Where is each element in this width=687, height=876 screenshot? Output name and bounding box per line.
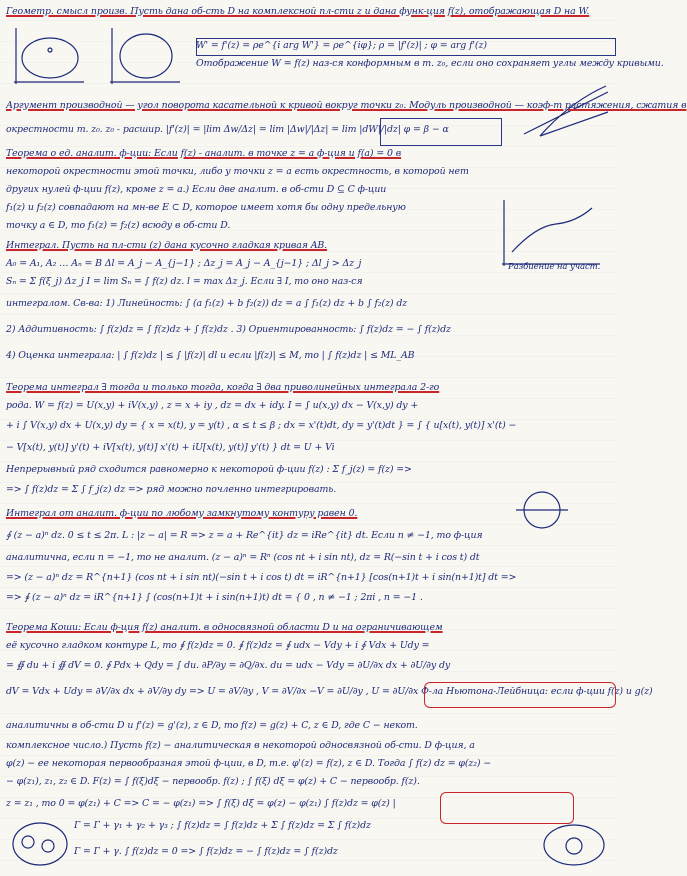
note-line-27: => ∮ (z − a)ⁿ dz = iR^{n+1} ∫ (cos(n+1)t + i sin(n+1)t) dt = { 0 , n ≠ −1 ; 2πi , n = −1 .	[6, 592, 423, 603]
sketch-multiply-connected-left	[10, 820, 70, 868]
note-line-1: Геометр. смысл произв. Пусть дана об-сть D на комплексной пл-сти z и дана функ-ция f(z), отображающая D на W.	[6, 6, 590, 17]
note-line-13: Sₙ = Σ f(ξ_j) Δz_j I = lim Sₙ = ∫ f(z) dz. l = max Δz_j. Если ∃ I, то оно наз-ся	[6, 276, 363, 287]
note-line-18: рода. W = f(z) = U(x,y) + iV(x,y) , z = x + iy , dz = dx + idy. I = ∫ u(x,y) dx − V(x,y) dy +	[6, 400, 419, 411]
note-line-23: Интеграл от аналит. ф-ции по любому замкнутому контуру равен 0.	[6, 508, 358, 519]
note-line-10: точку a ∈ D, то f₁(z) = f₂(z) всюду в об-сти D.	[6, 220, 231, 231]
note-line-26: => (z − a)ⁿ dz = R^{n+1} (cos nt + i sin nt)(−sin t + i cos t) dt = iR^{n+1} [cos(n+1)t + i sin(n+1)t] dt =>	[6, 572, 517, 583]
formula-frame-derivative	[196, 38, 616, 56]
note-line-28: Теорема Коши: Если ф-ция f(z) аналит. в односвязной области D и на ограничивающем	[6, 622, 443, 633]
note-line-8: других нулей ф-ции f(z), кроме z = a.) Если две аналит. в об-сти D ⊆ C ф-ции	[6, 184, 387, 195]
sketch-domain-z	[8, 24, 88, 86]
note-line-3: Отображение W = f(z) наз-ся конформным в т. z₀, если оно сохраняет углы между кривыми.	[196, 58, 664, 69]
note-line-17: Теорема интеграл ∃ тогда и только тогда, когда ∃ два приволинейных интеграла 2-го	[6, 382, 440, 393]
note-line-25: аналитична, если n = −1, то не аналит. (z − a)ⁿ = Rⁿ (cos nt + i sin nt), dz = R(−sin t + i cos t) dt	[6, 552, 480, 563]
note-line-4: Аргумент производной — угол поворота касательной к кривой вокруг точки z₀. Модуль производной — коэф-т растяжения, сжатия в	[6, 100, 687, 111]
note-line-15: 2) Аддитивность: ∫ f(z)dz = ∫ f(z)dz + ∫ f(z)dz . 3) Ориентированность: ∫ f(z)dz = − ∫ f(z)dz	[6, 324, 451, 335]
formula-frame-modulus	[380, 118, 502, 146]
integral-result-box	[440, 792, 574, 824]
note-line-34: φ(z) − ее некоторая первообразная этой ф-ции, в D, т.е. φ'(z) = f(z), z ∈ D. Тогда ∫ f(z) dz = φ(z₂) −	[6, 758, 492, 769]
note-line-22: => ∫ f(z)dz = Σ ∫ f_j(z) dz => ряд можно почленно интегрировать.	[6, 484, 337, 495]
note-line-11: Интеграл. Пусть на пл-сти (z) дана кусочно гладкая кривая AB.	[6, 240, 328, 251]
note-line-37: Г = Г + γ₁ + γ₂ + γ₃ ; ∫ f(z)dz = ∫ f(z)dz + Σ ∫ f(z)dz = Σ ∫ f(z)dz	[74, 820, 371, 831]
note-line-36: z = z₁ , то 0 = φ(z₁) + C => C = − φ(z₁) => ∫ f(ξ) dξ = φ(z) − φ(z₁) ∫ f(z)dz = φ(z) |	[6, 798, 396, 809]
note-line-24: ∮ (z − a)ⁿ dz. 0 ≤ t ≤ 2π. L : |z − a| = R => z = a + Re^{it} dz = iRe^{it} dt. Если n ≠ −1, то ф-ция	[6, 530, 483, 541]
note-line-35: − φ(z₁), z₁, z₂ ∈ D. F(z) = ∫ f(ξ)dξ − первообр. f(z) ; ∫ f(ξ) dξ = φ(z) + C − первообр. f(z).	[6, 776, 420, 787]
note-line-2: W' = f'(z) = ρe^{i arg W'} = ρe^{iφ}; ρ = |f'(z)| ; φ = arg f'(z)	[196, 40, 487, 51]
newton-leibniz-box	[424, 682, 616, 708]
note-line-9: f₁(z) и f₂(z) совпадают на мн-ве E ⊂ D, которое имеет хотя бы одну предельную	[6, 202, 406, 213]
margin-note-partition: Разбиение на участ.	[508, 262, 601, 272]
note-line-5: окрестности т. z₀. z₀ - расшир. |f'(z)| = |lim Δw/Δz| = lim |Δw|/|Δz| = lim |dW|/|dz| φ = β − α	[6, 124, 449, 135]
note-line-7: некоторой окрестности этой точки, либо у точки z = a есть окрестность, в которой нет	[6, 166, 469, 177]
note-line-30: = ∯ du + i ∯ dV = 0. ∮ Pdx + Qdy = ∫ du. ∂P/∂y = ∂Q/∂x. du = udx − Vdy = ∂U/∂x dx + ∂U/∂y dy	[6, 660, 451, 671]
note-line-16: 4) Оценка интеграла: | ∫ f(z)dz | ≤ ∫ |f(z)| dl и если |f(z)| ≤ M, то | ∫ f(z)dz | ≤ ML_AB	[6, 350, 415, 361]
sketch-multiply-connected-right	[540, 822, 608, 868]
note-line-12: A₀ = A₁, A₂ … Aₙ = B Δl = A_j − A_{j−1} ; Δz_j = A_j − A_{j−1} ; Δl_j > Δz_j	[6, 258, 362, 269]
note-line-14: интегралом. Св-ва: 1) Линейность: ∫ (a f₁(z) + b f₂(z)) dz = a ∫ f₁(z) dz + b ∫ f₂(z) dz	[6, 298, 408, 309]
note-line-31: dV = Vdx + Udy = ∂V/∂x dx + ∂V/∂y dy => U = ∂V/∂y , V = ∂V/∂x −V = ∂U/∂y , U = ∂U/∂x Ф-ла Ньютона-Лейбница: если ф-ции f(z) и g(z)	[6, 686, 653, 697]
note-line-6: Теорема о ед. аналит. ф-ции: Если f(z) - аналит. в точке z = a ф-ция и f(a) = 0 в	[6, 148, 402, 159]
note-line-29: её кусочно гладком контуре L, то ∮ f(z)dz = 0. ∮ f(z)dz = ∮ udx − Vdy + i ∮ Vdx + Udy =	[6, 640, 430, 651]
note-line-38: Г = Г + γ. ∫ f(z)dz = 0 => ∫ f(z)dz = − ∫ f(z)dz = ∫ f(z)dz	[74, 846, 338, 857]
note-line-19: + i ∫ V(x,y) dx + U(x,y) dy = { x = x(t), y = y(t) , α ≤ t ≤ β ; dx = x'(t)dt, dy = y'(t)dt } = ∫ { u[x(t), y(t)] x'(t) −	[6, 420, 517, 431]
note-line-33: комплексное число.) Пусть f(z) − аналитическая в некоторой односвязной об-сти. D ф-ция, а	[6, 740, 475, 751]
note-line-32: аналитичны в об-сти D и f'(z) = g'(z), z ∈ D, то f(z) = g(z) + C, z ∈ D, где C − некот.	[6, 720, 418, 731]
note-line-21: Непрерывный ряд сходится равномерно к некоторой ф-ции f(z) : Σ f_j(z) = f(z) =>	[6, 464, 412, 475]
sketch-domain-w	[104, 24, 184, 86]
note-line-20: − V[x(t), y(t)] y'(t) + iV[x(t), y(t)] x'(t) + iU[x(t), y(t)] y'(t) } dt = U + Vi	[6, 442, 335, 453]
